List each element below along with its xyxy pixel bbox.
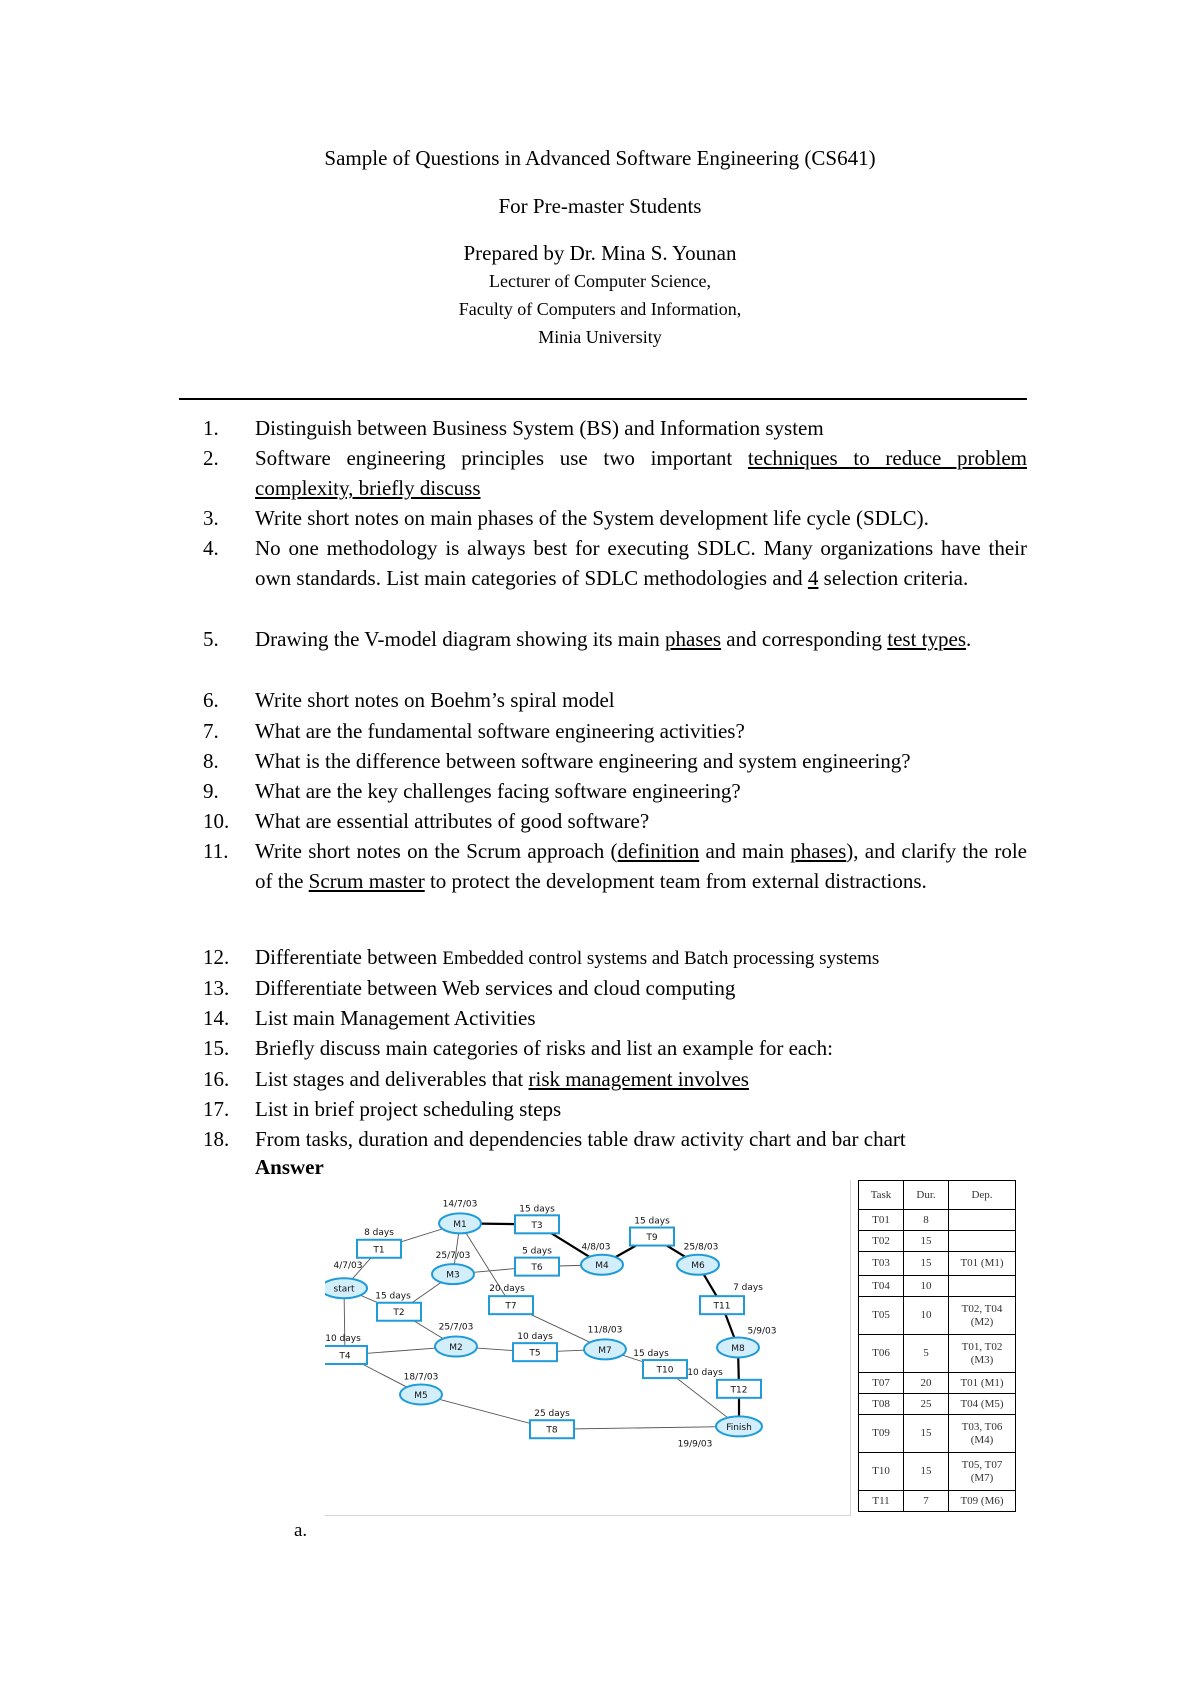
question-text: [255, 716, 1027, 746]
dependency-cell: T09 (M6): [949, 1491, 1016, 1512]
answer-label: Answer: [255, 1155, 324, 1179]
university-line: Minia University: [538, 327, 662, 347]
milestone-date: 4/8/03: [581, 1242, 611, 1253]
task-cell: T07: [859, 1373, 904, 1394]
question-text-part: Differentiate between Web services and cloud computing: [255, 976, 736, 1000]
task-duration: 10 days: [687, 1367, 723, 1378]
dependency-cell: [949, 1231, 1016, 1252]
dependency-cell: [949, 1276, 1016, 1297]
question-text-part: Drawing the V-model diagram showing its main: [255, 627, 666, 651]
task-label: T5: [529, 1348, 541, 1359]
position-line: Lecturer of Computer Science,: [489, 271, 711, 291]
task-duration: 25 days: [534, 1409, 570, 1420]
duration-cell: 25: [904, 1394, 949, 1415]
underlined-phrase: 4: [807, 566, 819, 591]
milestone-date: 11/8/03: [587, 1325, 623, 1336]
dependency-cell: T02, T04 (M2): [949, 1297, 1016, 1335]
question-item: [203, 942, 1027, 974]
question-text-part: Software engineering principles use two important: [255, 446, 748, 470]
question-number: 17.: [203, 1097, 230, 1121]
question-text-part: Embedded control systems and Batch processing systems: [442, 948, 880, 969]
question-item: [203, 806, 1027, 836]
task-cell: T06: [859, 1335, 904, 1373]
question-item: [203, 1124, 1027, 1154]
table-row: [859, 1453, 1016, 1491]
question-text: [255, 685, 1027, 715]
task-duration: 10 days: [325, 1333, 361, 1344]
milestone-label: M1: [453, 1219, 467, 1230]
dependency-cell: T04 (M5): [949, 1394, 1016, 1415]
task-label: T8: [546, 1425, 558, 1436]
question-text: [255, 746, 1027, 776]
table-row: [859, 1297, 1016, 1335]
question-item: [203, 533, 1027, 594]
question-number: 3.: [203, 506, 219, 530]
milestone-date: 14/7/03: [442, 1199, 478, 1210]
dependency-table: [858, 1180, 1016, 1512]
question-text-part: selection criteria.: [818, 566, 969, 591]
task-cell: T02: [859, 1231, 904, 1252]
question-text: [255, 533, 1027, 594]
question-number: 2.: [203, 446, 219, 470]
question-text-part: What is the difference between software engineering and system engineering?: [255, 749, 911, 773]
table-row: [859, 1252, 1016, 1276]
question-number: 11.: [203, 839, 229, 863]
task-label: T12: [730, 1385, 748, 1396]
underlined-phrase: Scrum master: [308, 869, 425, 894]
table-row: [859, 1210, 1016, 1231]
horizontal-rule: [179, 398, 1027, 400]
question-text: [255, 1064, 1027, 1094]
question-text-part: From tasks, duration and dependencies table draw activity chart and bar chart: [255, 1127, 906, 1151]
underlined-phrase: test types: [887, 627, 967, 651]
duration-cell: 15: [904, 1231, 949, 1252]
milestone-label: M4: [595, 1261, 609, 1272]
question-text-part: Distinguish between Business System (BS) and Information system: [255, 416, 824, 440]
milestone-date: 25/8/03: [683, 1242, 719, 1253]
question-number: 7.: [203, 719, 219, 743]
task-duration: 15 days: [634, 1216, 670, 1227]
milestone-date: 4/7/03: [333, 1261, 363, 1272]
question-text: [255, 973, 1027, 1003]
question-number: 18.: [203, 1127, 230, 1151]
question-item: [203, 685, 1027, 715]
dependency-cell: T01 (M1): [949, 1252, 1016, 1276]
table-row: [859, 1415, 1016, 1453]
activity-chart: [325, 1180, 851, 1516]
task-label: T2: [393, 1308, 405, 1319]
table-row: [859, 1491, 1016, 1512]
question-text-part: Write short notes on Boehm’s spiral model: [255, 688, 615, 712]
question-number: 14.: [203, 1006, 230, 1030]
table-row: [859, 1276, 1016, 1297]
milestone-date: 5/9/03: [747, 1326, 777, 1337]
question-text-part: List main Management Activities: [255, 1006, 536, 1030]
question-text-part: to protect the development team from external distractions.: [424, 869, 927, 894]
table-row: [859, 1394, 1016, 1415]
question-item: [203, 413, 1027, 443]
question-text-part: List in brief project scheduling steps: [255, 1097, 562, 1121]
question-text: [255, 443, 1027, 504]
milestone-label: M2: [449, 1343, 463, 1354]
question-text-part: and corresponding: [721, 627, 888, 651]
question-text: [255, 1033, 1027, 1063]
question-number: 5.: [203, 627, 219, 651]
milestone-label: M8: [731, 1343, 745, 1354]
question-text-part: and main: [699, 839, 791, 863]
task-label: T11: [713, 1301, 731, 1312]
task-label: T3: [531, 1220, 543, 1231]
task-duration: 15 days: [633, 1349, 669, 1360]
question-number: 13.: [203, 976, 230, 1000]
milestone-date: 18/7/03: [403, 1372, 439, 1383]
milestone-date: 25/7/03: [435, 1251, 471, 1262]
task-cell: T08: [859, 1394, 904, 1415]
task-duration: 10 days: [517, 1332, 553, 1343]
question-item: [203, 716, 1027, 746]
underlined-phrase: risk management involves: [528, 1067, 749, 1091]
task-cell: T04: [859, 1276, 904, 1297]
question-text: [255, 624, 1027, 654]
dependency-cell: T05, T07 (M7): [949, 1453, 1016, 1491]
question-item: [203, 1003, 1027, 1033]
task-duration: 15 days: [375, 1291, 411, 1302]
task-label: T1: [373, 1245, 385, 1256]
task-label: T9: [646, 1233, 658, 1244]
question-item: [203, 776, 1027, 806]
milestone-label: start: [333, 1284, 355, 1295]
underlined-phrase: techniques to reduce problem complexity, briefly discuss: [255, 446, 1028, 501]
sub-item-label: a.: [294, 1520, 308, 1541]
column-header: Dep.: [949, 1181, 1016, 1210]
question-item: [203, 503, 1027, 533]
task-label: T6: [531, 1263, 543, 1274]
dependency-cell: T03, T06 (M4): [949, 1415, 1016, 1453]
task-label: T7: [505, 1301, 517, 1312]
question-number: 9.: [203, 779, 219, 803]
underlined-phrase: definition: [617, 839, 700, 863]
question-item: [203, 746, 1027, 776]
column-header: Task: [859, 1181, 904, 1210]
question-number: 8.: [203, 749, 219, 773]
question-item: [203, 1094, 1027, 1124]
task-cell: T01: [859, 1210, 904, 1231]
task-duration: 20 days: [489, 1284, 525, 1295]
question-text: [255, 806, 1027, 836]
question-text: [255, 836, 1027, 897]
question-number: 1.: [203, 416, 219, 440]
duration-cell: 5: [904, 1335, 949, 1373]
question-item: [203, 973, 1027, 1003]
duration-cell: 10: [904, 1276, 949, 1297]
question-text: [255, 503, 1027, 533]
task-cell: T10: [859, 1453, 904, 1491]
duration-cell: 15: [904, 1415, 949, 1453]
question-number: 15.: [203, 1036, 230, 1060]
question-text-part: .: [966, 627, 972, 651]
question-number: 4.: [203, 536, 219, 560]
question-text: [255, 942, 1027, 974]
task-cell: T09: [859, 1415, 904, 1453]
audience-line: For Pre-master Students: [498, 194, 702, 218]
milestone-label: M5: [414, 1390, 428, 1401]
milestone-label: M6: [691, 1261, 705, 1272]
document-title: Sample of Questions in Advanced Software Engineering (CS641): [324, 146, 876, 170]
duration-cell: 10: [904, 1297, 949, 1335]
question-text-part: Differentiate between: [255, 945, 443, 969]
task-cell: T03: [859, 1252, 904, 1276]
underlined-phrase: phases: [665, 627, 722, 651]
question-item: [203, 1064, 1027, 1094]
dependency-cell: T01, T02 (M3): [949, 1335, 1016, 1373]
question-text: [255, 413, 1027, 443]
table-row: [859, 1231, 1016, 1252]
question-text-part: No one methodology is always best for executing SDLC. Many organizations have their own standards. List main categories of SDLC methodologies and: [255, 536, 1027, 591]
milestone-label: M7: [598, 1345, 612, 1356]
dependency-cell: [949, 1210, 1016, 1231]
question-item: [203, 1033, 1027, 1063]
question-item: [203, 624, 1027, 654]
faculty-line: Faculty of Computers and Information,: [458, 299, 742, 319]
question-number: 10.: [203, 809, 230, 833]
underlined-phrase: phases: [790, 839, 847, 863]
milestone-label: Finish: [726, 1422, 752, 1433]
duration-cell: 15: [904, 1453, 949, 1491]
milestone-date: 19/9/03: [677, 1439, 713, 1450]
question-number: 6.: [203, 688, 219, 712]
question-text-part: Write short notes on the Scrum approach (: [255, 839, 618, 863]
question-text-part: List stages and deliverables that: [255, 1067, 529, 1091]
question-number: 12.: [203, 945, 230, 969]
question-text-part: What are essential attributes of good software?: [255, 809, 650, 833]
question-number: 16.: [203, 1067, 230, 1091]
question-text-part: ), and clarify the role of the: [255, 839, 1027, 894]
question-text-part: Write short notes on main phases of the System development life cycle (SDLC).: [255, 506, 929, 530]
question-item: [203, 836, 1027, 897]
author-line: Prepared by Dr. Mina S. Younan: [463, 241, 737, 265]
duration-cell: 15: [904, 1252, 949, 1276]
question-text: [255, 1124, 1027, 1154]
duration-cell: 8: [904, 1210, 949, 1231]
task-cell: T11: [859, 1491, 904, 1512]
task-label: T10: [656, 1365, 674, 1376]
question-text: [255, 1094, 1027, 1124]
question-text-part: What are the key challenges facing software engineering?: [255, 779, 741, 803]
column-header: Dur.: [904, 1181, 949, 1210]
question-text-part: What are the fundamental software engineering activities?: [255, 719, 745, 743]
question-item: [203, 443, 1027, 504]
table-row: [859, 1335, 1016, 1373]
task-cell: T05: [859, 1297, 904, 1335]
question-text: [255, 1003, 1027, 1033]
table-row: [859, 1373, 1016, 1394]
task-duration: 8 days: [364, 1227, 394, 1238]
network-edge: [552, 1426, 739, 1429]
task-duration: 15 days: [519, 1204, 555, 1215]
dependency-cell: T01 (M1): [949, 1373, 1016, 1394]
milestone-date: 25/7/03: [438, 1322, 474, 1333]
activity-network-svg: [325, 1180, 850, 1515]
question-text-part: Briefly discuss main categories of risks and list an example for each:: [255, 1036, 833, 1060]
question-text: [255, 776, 1027, 806]
table-header-row: [859, 1181, 1016, 1210]
milestone-label: M3: [446, 1270, 460, 1281]
task-duration: 5 days: [522, 1246, 552, 1257]
duration-cell: 7: [904, 1491, 949, 1512]
task-duration: 7 days: [733, 1283, 763, 1294]
task-label: T4: [339, 1351, 351, 1362]
duration-cell: 20: [904, 1373, 949, 1394]
